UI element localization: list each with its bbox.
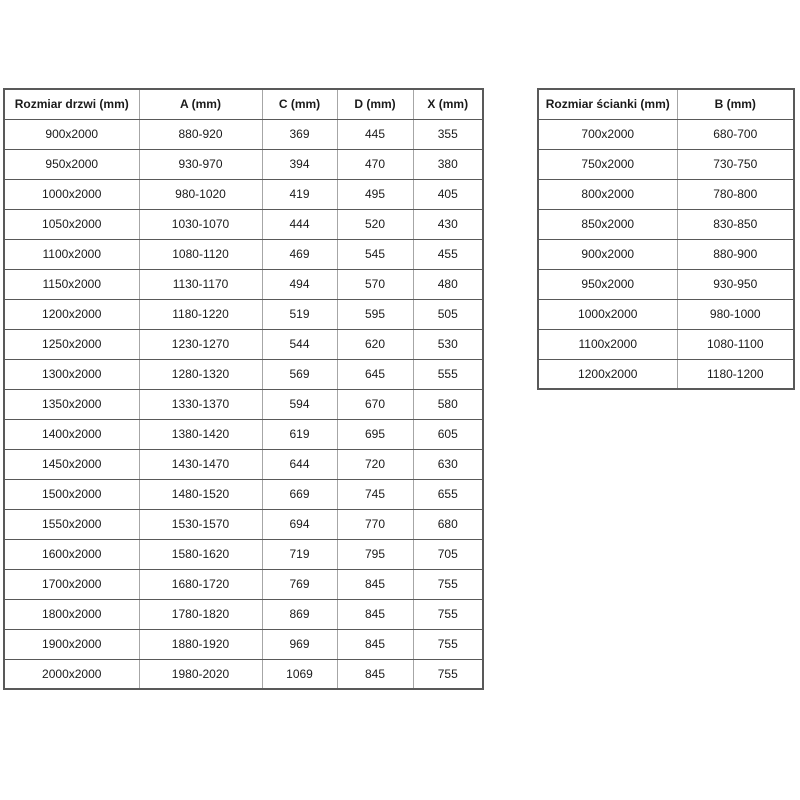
table-cell: 570 bbox=[337, 269, 413, 299]
table-cell: 1180-1200 bbox=[677, 359, 794, 389]
table-row bbox=[4, 209, 483, 239]
table-row bbox=[4, 629, 483, 659]
table-cell: 1600x2000 bbox=[4, 539, 139, 569]
table-cell: 519 bbox=[262, 299, 337, 329]
table-cell: 669 bbox=[262, 479, 337, 509]
table-cell: 494 bbox=[262, 269, 337, 299]
table-row bbox=[538, 299, 794, 329]
table-cell: 605 bbox=[413, 419, 483, 449]
table-cell: 1200x2000 bbox=[4, 299, 139, 329]
table-cell: 680 bbox=[413, 509, 483, 539]
table-cell: 869 bbox=[262, 599, 337, 629]
table-cell: 645 bbox=[337, 359, 413, 389]
table-cell: 750x2000 bbox=[538, 149, 677, 179]
header-row bbox=[538, 89, 794, 119]
table-cell: 730-750 bbox=[677, 149, 794, 179]
table-cell: 1430-1470 bbox=[139, 449, 262, 479]
table-cell: 595 bbox=[337, 299, 413, 329]
table-cell: 720 bbox=[337, 449, 413, 479]
table-cell: 1180-1220 bbox=[139, 299, 262, 329]
table-cell: 1900x2000 bbox=[4, 629, 139, 659]
table-row bbox=[538, 239, 794, 269]
table-cell: 620 bbox=[337, 329, 413, 359]
table-row bbox=[4, 569, 483, 599]
table-cell: 830-850 bbox=[677, 209, 794, 239]
table-cell: 1780-1820 bbox=[139, 599, 262, 629]
table-cell: 1680-1720 bbox=[139, 569, 262, 599]
table-cell: 580 bbox=[413, 389, 483, 419]
table-cell: 900x2000 bbox=[4, 119, 139, 149]
table-row bbox=[4, 299, 483, 329]
column-header: D (mm) bbox=[337, 89, 413, 119]
table-cell: 544 bbox=[262, 329, 337, 359]
table-row bbox=[4, 329, 483, 359]
table-row bbox=[538, 179, 794, 209]
table-row bbox=[538, 119, 794, 149]
table-cell: 1000x2000 bbox=[4, 179, 139, 209]
table-cell: 1100x2000 bbox=[538, 329, 677, 359]
table-cell: 670 bbox=[337, 389, 413, 419]
table-cell: 1280-1320 bbox=[139, 359, 262, 389]
table-cell: 880-900 bbox=[677, 239, 794, 269]
table-cell: 745 bbox=[337, 479, 413, 509]
column-header: X (mm) bbox=[413, 89, 483, 119]
table-row bbox=[4, 119, 483, 149]
table-cell: 845 bbox=[337, 569, 413, 599]
table-cell: 950x2000 bbox=[538, 269, 677, 299]
door-dimensions-table bbox=[3, 88, 484, 690]
table-cell: 695 bbox=[337, 419, 413, 449]
table-cell: 719 bbox=[262, 539, 337, 569]
table-cell: 1230-1270 bbox=[139, 329, 262, 359]
table-cell: 505 bbox=[413, 299, 483, 329]
table-cell: 405 bbox=[413, 179, 483, 209]
table-cell: 444 bbox=[262, 209, 337, 239]
column-header: Rozmiar drzwi (mm) bbox=[4, 89, 139, 119]
table-cell: 950x2000 bbox=[4, 149, 139, 179]
table-cell: 1500x2000 bbox=[4, 479, 139, 509]
table-cell: 1400x2000 bbox=[4, 419, 139, 449]
table-cell: 755 bbox=[413, 629, 483, 659]
table-row bbox=[4, 359, 483, 389]
table-cell: 2000x2000 bbox=[4, 659, 139, 689]
table-cell: 630 bbox=[413, 449, 483, 479]
table-cell: 769 bbox=[262, 569, 337, 599]
table-row bbox=[538, 269, 794, 299]
table-cell: 755 bbox=[413, 659, 483, 689]
table-cell: 1580-1620 bbox=[139, 539, 262, 569]
table-cell: 430 bbox=[413, 209, 483, 239]
table-cell: 555 bbox=[413, 359, 483, 389]
table-row bbox=[538, 209, 794, 239]
table-cell: 1150x2000 bbox=[4, 269, 139, 299]
table-cell: 800x2000 bbox=[538, 179, 677, 209]
table-cell: 705 bbox=[413, 539, 483, 569]
table-cell: 1030-1070 bbox=[139, 209, 262, 239]
table-cell: 369 bbox=[262, 119, 337, 149]
table-cell: 880-920 bbox=[139, 119, 262, 149]
table-cell: 1080-1120 bbox=[139, 239, 262, 269]
table-row bbox=[4, 449, 483, 479]
table-cell: 1080-1100 bbox=[677, 329, 794, 359]
table-cell: 470 bbox=[337, 149, 413, 179]
table-cell: 1350x2000 bbox=[4, 389, 139, 419]
table-row bbox=[4, 149, 483, 179]
table-cell: 1450x2000 bbox=[4, 449, 139, 479]
table-cell: 1380-1420 bbox=[139, 419, 262, 449]
table-cell: 419 bbox=[262, 179, 337, 209]
table-row bbox=[4, 539, 483, 569]
table-row bbox=[538, 149, 794, 179]
table-cell: 1800x2000 bbox=[4, 599, 139, 629]
table-cell: 1700x2000 bbox=[4, 569, 139, 599]
column-header: A (mm) bbox=[139, 89, 262, 119]
table-cell: 455 bbox=[413, 239, 483, 269]
table-cell: 1880-1920 bbox=[139, 629, 262, 659]
table-cell: 569 bbox=[262, 359, 337, 389]
table-cell: 480 bbox=[413, 269, 483, 299]
table-cell: 845 bbox=[337, 599, 413, 629]
table-cell: 1980-2020 bbox=[139, 659, 262, 689]
table-cell: 355 bbox=[413, 119, 483, 149]
table-cell: 850x2000 bbox=[538, 209, 677, 239]
table-cell: 1069 bbox=[262, 659, 337, 689]
table-cell: 594 bbox=[262, 389, 337, 419]
table-cell: 1330-1370 bbox=[139, 389, 262, 419]
table-cell: 755 bbox=[413, 599, 483, 629]
column-header: C (mm) bbox=[262, 89, 337, 119]
table-cell: 930-950 bbox=[677, 269, 794, 299]
table-cell: 694 bbox=[262, 509, 337, 539]
table-row bbox=[4, 509, 483, 539]
table-cell: 980-1020 bbox=[139, 179, 262, 209]
table-cell: 780-800 bbox=[677, 179, 794, 209]
table-cell: 900x2000 bbox=[538, 239, 677, 269]
table-cell: 930-970 bbox=[139, 149, 262, 179]
table-row bbox=[4, 239, 483, 269]
table-cell: 980-1000 bbox=[677, 299, 794, 329]
table-row bbox=[4, 479, 483, 509]
wall-dimensions-table-grid bbox=[537, 88, 795, 390]
table-cell: 1250x2000 bbox=[4, 329, 139, 359]
table-row bbox=[4, 389, 483, 419]
table-cell: 700x2000 bbox=[538, 119, 677, 149]
table-row bbox=[4, 599, 483, 629]
table-cell: 1100x2000 bbox=[4, 239, 139, 269]
wall-dimensions-table bbox=[537, 88, 795, 390]
column-header: Rozmiar ścianki (mm) bbox=[538, 89, 677, 119]
table-cell: 1550x2000 bbox=[4, 509, 139, 539]
table-cell: 770 bbox=[337, 509, 413, 539]
table-cell: 795 bbox=[337, 539, 413, 569]
table-cell: 520 bbox=[337, 209, 413, 239]
table-cell: 1130-1170 bbox=[139, 269, 262, 299]
table-cell: 445 bbox=[337, 119, 413, 149]
table-cell: 680-700 bbox=[677, 119, 794, 149]
table-cell: 380 bbox=[413, 149, 483, 179]
table-row bbox=[4, 419, 483, 449]
header-row bbox=[4, 89, 483, 119]
door-dimensions-table-grid bbox=[3, 88, 484, 690]
table-cell: 619 bbox=[262, 419, 337, 449]
column-header: B (mm) bbox=[677, 89, 794, 119]
table-cell: 1000x2000 bbox=[538, 299, 677, 329]
table-cell: 845 bbox=[337, 629, 413, 659]
table-row bbox=[4, 659, 483, 689]
table-cell: 655 bbox=[413, 479, 483, 509]
table-row bbox=[4, 179, 483, 209]
table-row bbox=[538, 329, 794, 359]
table-cell: 969 bbox=[262, 629, 337, 659]
table-cell: 644 bbox=[262, 449, 337, 479]
table-cell: 1300x2000 bbox=[4, 359, 139, 389]
table-cell: 1050x2000 bbox=[4, 209, 139, 239]
table-cell: 1530-1570 bbox=[139, 509, 262, 539]
table-row bbox=[4, 269, 483, 299]
table-cell: 845 bbox=[337, 659, 413, 689]
table-cell: 545 bbox=[337, 239, 413, 269]
table-cell: 530 bbox=[413, 329, 483, 359]
table-cell: 469 bbox=[262, 239, 337, 269]
table-cell: 394 bbox=[262, 149, 337, 179]
table-row bbox=[538, 359, 794, 389]
table-cell: 495 bbox=[337, 179, 413, 209]
table-cell: 1200x2000 bbox=[538, 359, 677, 389]
table-cell: 1480-1520 bbox=[139, 479, 262, 509]
table-cell: 755 bbox=[413, 569, 483, 599]
